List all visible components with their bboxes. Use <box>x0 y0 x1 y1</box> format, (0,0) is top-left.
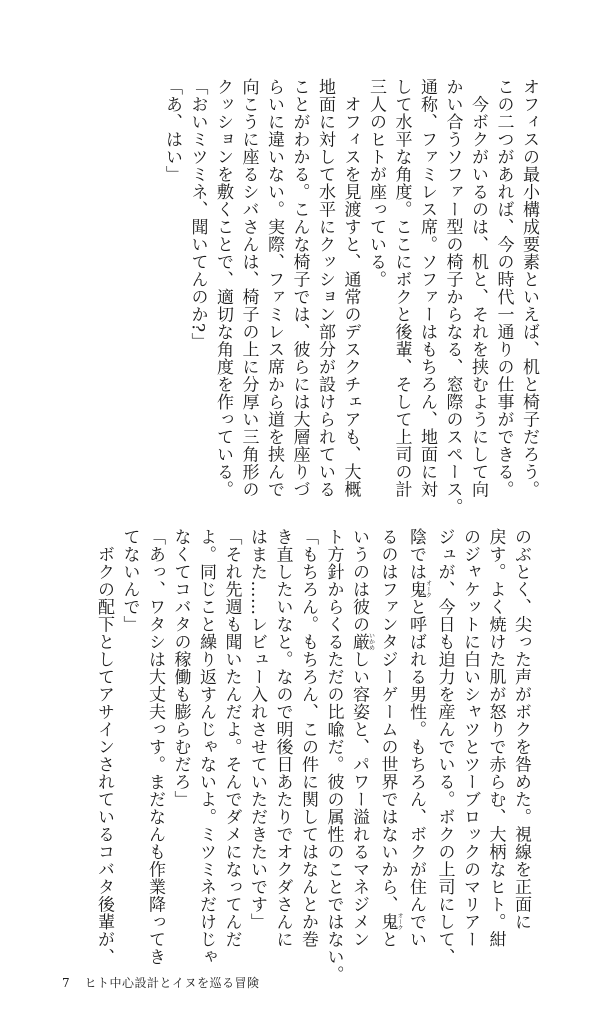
text-line: かい合うソファー型の椅子からなる、窓際のスペース。 <box>442 78 463 516</box>
text-line: ト方針からくるただの比喩だ。彼の属性のことではない。 <box>323 528 344 983</box>
ruby-annotation: 厳いかめ <box>349 632 375 651</box>
page-footer <box>62 974 269 991</box>
ruby-annotation: 鬼オーク <box>406 580 432 599</box>
text-line: 「もちろん。もちろん、この件に関してはなんとか巻 <box>298 528 318 948</box>
book-title: ヒト中心設計とイヌを巡る冒険 <box>84 976 260 990</box>
text-line: 通称、ファミレス席。ソファーはもちろん、地面に対 <box>417 78 437 498</box>
text-line: この二つがあれば、今の時代一通りの仕事ができる。 <box>493 78 514 498</box>
upper-text-block <box>159 78 542 516</box>
text-line: いうのは彼の厳いかめしい容姿と、パワー溢れるマネジメン <box>349 528 375 948</box>
ruby-annotation: 鬼オーク <box>377 912 403 931</box>
text-line: ことがわかる。こんな椅子では、彼らには大層座りづ <box>289 78 310 498</box>
text-line: 地面に対して水平にクッション部分が設けられている <box>315 78 335 498</box>
text-line: 「おいミツミネ、聞いてんのか?」 <box>187 78 208 351</box>
text-line: 「それ先週も聞いたんだよ。そんでダメになってんだ <box>221 528 242 948</box>
text-line: 向こうに座るシバさんは、椅子の上に分厚い三角形の <box>238 78 259 498</box>
text-line: てないんで」 <box>119 528 140 633</box>
text-line: オフィスを見渡すと、通常のデスクチェアも、大概 <box>340 78 361 498</box>
text-line: 戻す。よく焼けた肌が怒りで赤らむ、大柄なヒト。紺 <box>485 528 506 948</box>
text-line: 今ボクがいるのは、机と、それを挟むようにして向 <box>468 78 488 498</box>
text-line: き直したいなと。なので明後日あたりでオクダさんに <box>272 528 293 948</box>
text-line: ボクの配下としてアサインされているコバタ後輩が、 <box>94 528 114 966</box>
text-line: るのはファンタジーゲームの世界ではないから、鬼オークと <box>377 528 403 948</box>
text-line: のジャケットに白いシャツとツーブロックのマリアー <box>460 528 480 948</box>
text-line: なくてコバタの稼働も膨らむだろ」 <box>170 528 191 808</box>
text-line: はまた……レビュー入れさせていただきたいです」 <box>247 528 267 931</box>
page-number: 7 <box>62 976 71 990</box>
text-line: 三人のヒトが座っている。 <box>366 78 386 288</box>
text-line: らいに違いない。実際、ファミレス席から道を挟んで <box>264 78 284 498</box>
text-line: 「あ、はい」 <box>162 78 182 183</box>
text-line: して水平な角度。ここにボクと後輩、そして上司の計 <box>391 78 412 498</box>
text-line: よ。同じこと繰り返すんじゃないよ。ミツミネだけじゃ <box>196 528 216 966</box>
text-line: ジュが、今日も迫力を産んでいる。ボクの上司にして、 <box>434 528 455 966</box>
text-line: 陰では鬼オークと呼ばれる男性。もちろん、ボクが住んでい <box>406 528 432 948</box>
lower-text-block <box>91 528 534 983</box>
text-line: クッションを敷くことで、適切な角度を作っている。 <box>213 78 233 498</box>
text-line: オフィスの最小構成要素といえば、机と椅子だろう。 <box>519 78 539 498</box>
text-line: 「あっ、ワタシは大丈夫っす。まだなんも作業降ってき <box>145 528 165 966</box>
text-line: のぶとく、尖った声がボクを咎めた。視線を正面に <box>511 528 531 931</box>
